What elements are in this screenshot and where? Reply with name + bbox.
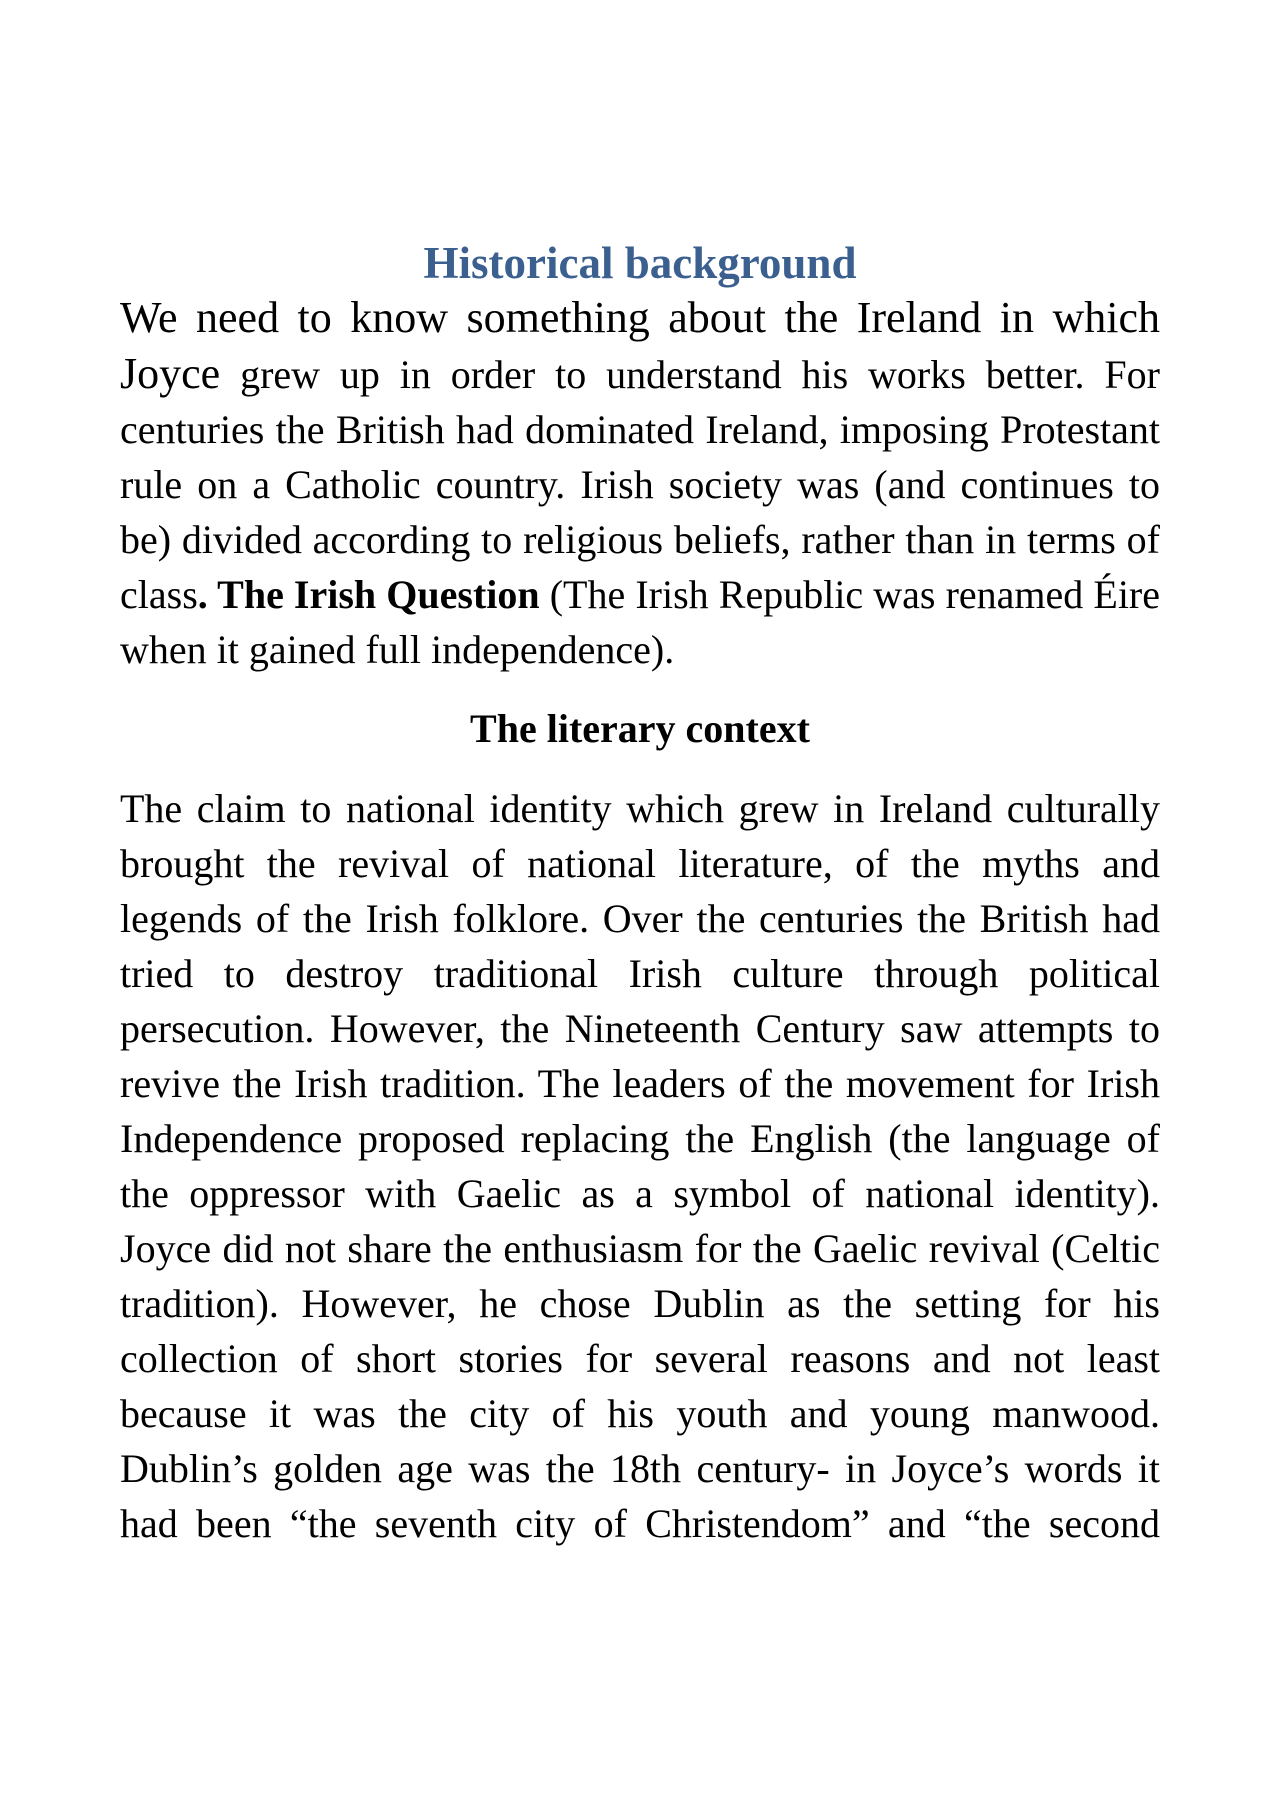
paragraph-body-text: grew up in order to understand his works better. For centuries the British had dominated Ireland, imposing Protestant rule on a Catholic country. Irish society was (and continues to be) divided according to religious beliefs, rather than in terms of class: [120, 352, 1160, 617]
section-heading-literary-context: The literary context: [470, 706, 810, 751]
irish-question-bold-text: . The Irish Question: [197, 572, 540, 617]
paragraph-tail-text: (The Irish Republic was renamed Éire when it gained full independence).: [120, 572, 1161, 672]
document-page: [120, 236, 1160, 1551]
paragraph-literary-context: The claim to national identity which grew in Ireland culturally brought the revival of national literature, of the myths and legends of the Irish folklore. Over the centuries the British had tried to destroy traditional Irish culture through political persecution. However, the Nineteenth Century saw attempts to revive the Irish tradition. The leaders of the movement for Irish Independence proposed replacing the English (the language of the oppressor with Gaelic as a symbol of national identity). Joyce did not share the enthusiasm for the Gaelic revival (Celtic tradition). However, he chose Dublin as the setting for his collection of short stories for several reasons and not least because it was the city of his youth and young manwood. Dublin’s golden age was the 18th century- in Joyce’s words it had been “the seventh city of Christendom” and “the second: [120, 786, 1160, 1546]
section-heading-historical-background: Historical background: [423, 238, 857, 288]
paragraph-lead-text: We need to know something about the Ireland in which Joyce: [120, 293, 1160, 398]
paragraph-historical-background: [120, 290, 1160, 677]
